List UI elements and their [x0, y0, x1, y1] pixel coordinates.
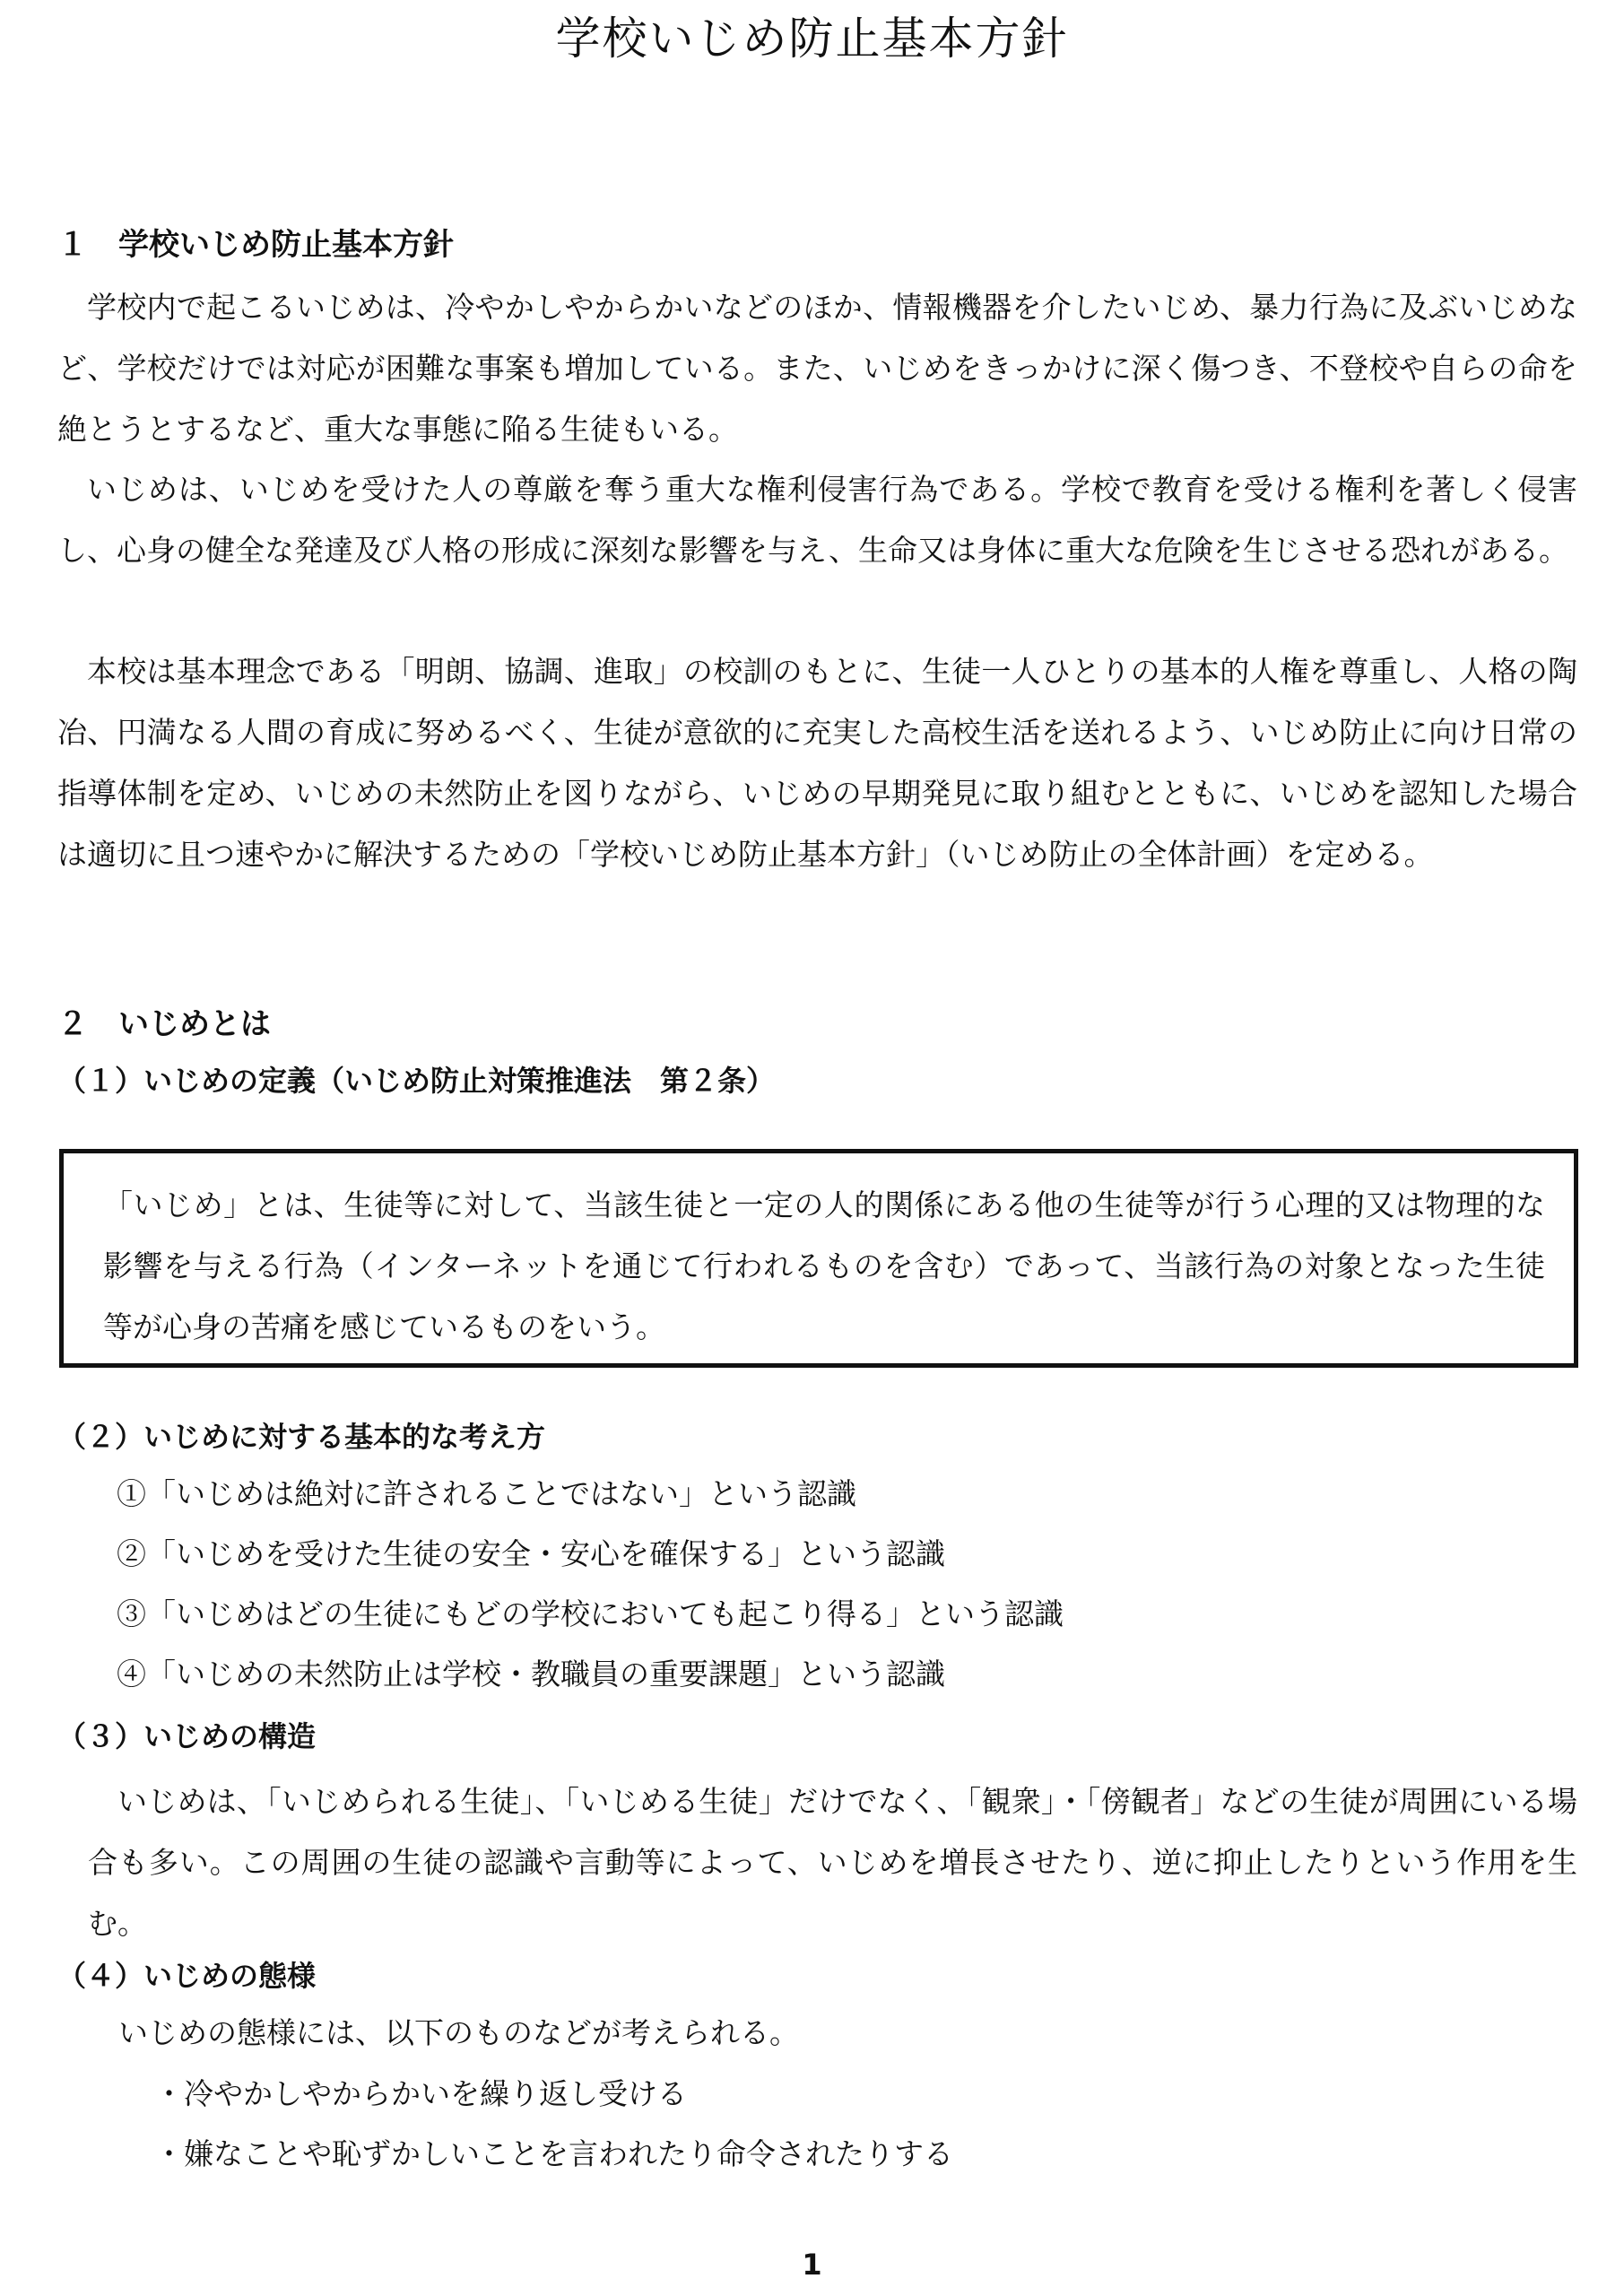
section-heading-2: ２ いじめとは: [57, 1006, 271, 1042]
subsection-heading-forms: （４）いじめの態様: [57, 1959, 317, 1993]
forms-item: ・嫌なことや恥ずかしいことを言われたり命令されたりする: [154, 2136, 953, 2171]
forms-intro: いじめの態様には、以下のものなどが考えられる。: [118, 2015, 799, 2050]
subsection-heading-basic-approach: （２）いじめに対する基本的な考え方: [57, 1420, 546, 1454]
approach-item: ④「いじめの未然防止は学校・教職員の重要課題」という認識: [117, 1657, 945, 1692]
approach-item: ①「いじめは絶対に許されることではない」という認識: [117, 1476, 856, 1511]
definition-box: [59, 1149, 1578, 1368]
subsection-heading-definition: （１）いじめの定義（いじめ防止対策推進法 第２条）: [57, 1064, 776, 1098]
forms-item: ・冷やかしやからかいを繰り返し受ける: [154, 2076, 687, 2111]
approach-item: ②「いじめを受けた生徒の安全・安心を確保する」という認識: [117, 1536, 945, 1571]
section1-paragraph-3: 本校は基本理念である「明朗、協調、進取」の校訓のもとに、生徒一人ひとりの基本的人権を尊重し、人格の陶冶、円満なる人間の育成に努めるべく、生徒が意欲的に充実した高校生活を送れるよう、いじめ防止に向け日常の指導体制を定め、いじめの未然防止を図りながら、いじめの早期発見に取り組むとともに、いじめを認知した場合は適切に且つ速やかに解決するための「学校いじめ防止基本方針」（いじめ防止の全体計画）を定める。: [57, 654, 1577, 872]
definition-text: 「いじめ」とは、生徒等に対して、当該生徒と一定の人的関係にある他の生徒等が行う心理的又は物理的な影響を与える行為（インターネットを通じて行われるものを含む）であって、当該行為の対象となった生徒等が心身の苦痛を感じているものをいう。: [103, 1187, 1545, 1344]
section1-paragraph-1: 学校内で起こるいじめは、冷やかしやからかいなどのほか、情報機器を介したいじめ、暴力行為に及ぶいじめなど、学校だけでは対応が困難な事案も増加している。また、いじめをきっかけに深く傷つき、不登校や自らの命を絶とうとするなど、重大な事態に陥る生徒もいる。: [57, 290, 1577, 447]
section-heading-1: １ 学校いじめ防止基本方針: [57, 227, 454, 263]
structure-paragraph: いじめは、「いじめられる生徒」、「いじめる生徒」だけでなく、「観衆」・「傍観者」などの生徒が周囲にいる場合も多い。この周囲の生徒の認識や言動等によって、いじめを増長させたり、逆に抑止したりという作用を生む。: [88, 1784, 1577, 1941]
subsection-heading-structure: （３）いじめの構造: [57, 1719, 317, 1753]
section1-paragraph-2: いじめは、いじめを受けた人の尊厳を奪う重大な権利侵害行為である。学校で教育を受ける権利を著しく侵害し、心身の健全な発達及び人格の形成に深刻な影響を与え、生命又は身体に重大な危険を生じさせる恐れがある。: [57, 472, 1577, 568]
page-number: 1: [802, 2248, 822, 2282]
approach-item: ③「いじめはどの生徒にもどの学校においても起こり得る」という認識: [117, 1596, 1064, 1631]
page-title: 学校いじめ防止基本方針: [555, 13, 1069, 65]
